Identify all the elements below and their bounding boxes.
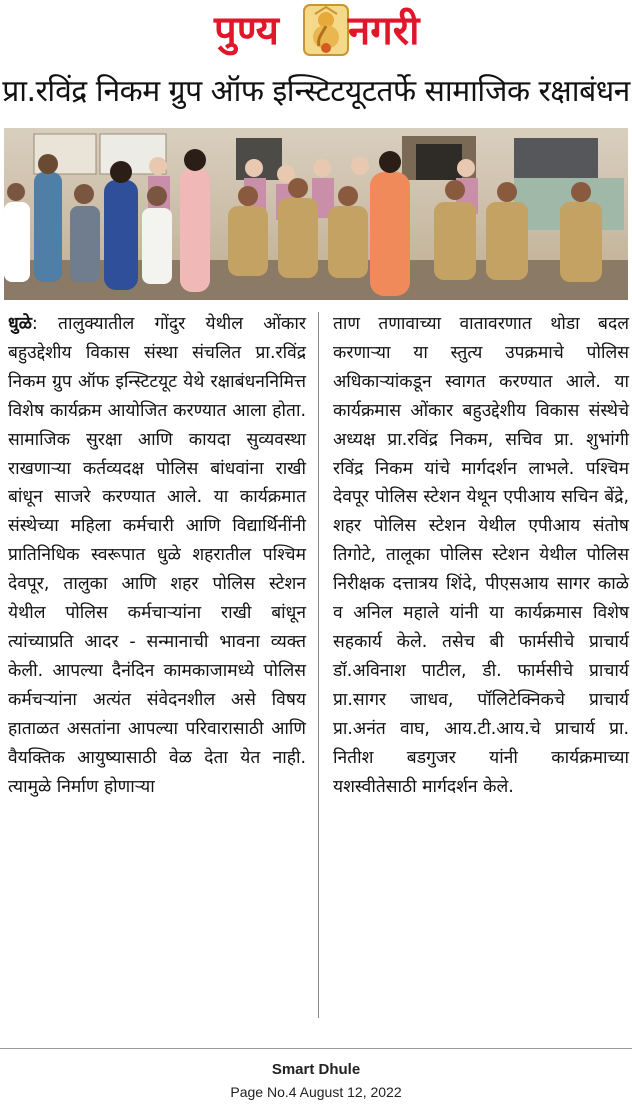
page-date-line: Page No.4 August 12, 2022 [230, 1084, 402, 1100]
article-text-right: ताण तणावाच्या वातावरणात थोडा बदल करणाऱ्या या स्तुत्य उपक्रमाचे पोलिस अधिकाऱ्यांकडून स्वागत करण्यात आले. या कार्यक्रमास ओंकार बहुउद्देशीय विकास संस्थेचे अध्यक्ष प्रा.रविंद्र निकम, सचिव प्रा. शुभांगी रविंद्र निकम यांचे मार्गदर्शन लाभले. पश्चिम देवपूर पोलिस स्टेशन येथून एपीआय सचिन बेंद्रे, शहर पोलिस स्टेशन येथील एपीआय संतोष तिगोटे, तालूका पोलिस स्टेशन येथील पोलिस निरीक्षक दत्तात्रय शिंदे, पीएसआय सागर काळे व अनिल महाले यांनी या कार्यक्रमास विशेष सहकार्य केले. तसेच बी फार्मसीचे प्राचार्य डॉ.अविनाश पाटील, डी. फार्मसीचे प्राचार्य प्रा.सागर जाधव, पॉलिटेक्निकचे प्राचार्य प्रा.अनंत वाघ, आय.टी.आय.चे प्राचार्य प्रा. नितीश बडगुजर यांनी कार्यक्रमाच्या यशस्वीतेसाठी मार्गदर्शन केले. [333, 314, 629, 797]
news-photo [4, 128, 628, 300]
column-divider [318, 312, 319, 1018]
photo-illustration [4, 128, 628, 300]
headline: प्रा.रविंद्र निकम ग्रुप ऑफ इन्स्टिटयूटतर्फे सामाजिक रक्षाबंधन [2, 74, 630, 109]
masthead-word-left: पुण्य [214, 8, 279, 54]
dateline: धुळे [8, 314, 32, 334]
footer-rule [0, 1048, 632, 1049]
article-column-right [333, 310, 629, 801]
article-text-left: : तालुक्यातील गोंदुर येथील ओंकार बहुउद्देशीय विकास संस्था संचलित प्रा.रविंद्र निकम ग्रुप ऑफ इन्स्टिटयूट येथे रक्षाबंधननिमित्त विशेष कार्यक्रम आयोजित करण्यात आला होता. सामाजिक सुरक्षा आणि कायदा सुव्यवस्था राखणाऱ्या कर्तव्यदक्ष पोलिस बांधवांना राखी बांधून साजरे करण्यात आले. या कार्यक्रमात संस्थेच्या महिला कर्मचारी आणि विद्यार्थिनींनी प्रातिनिधिक स्वरूपात धुळे शहरातील पश्चिम देवपूर, तालुका आणि शहर पोलिस स्टेशन येथील पोलिस कर्मचाऱ्यांना राखी बांधून त्यांच्याप्रति आदर - सन्मानाची भावना व्यक्त केली. आपल्या दैनंदिन कामकाजामध्ये पोलिस कर्मचऱ्यांना अत्यंत संवेदनशील असे विषय हाताळत असतांना आपल्या परिवारासाठी आणि वैयक्तिक आयुष्यासाठी वेळ देता येत नाही. त्यामुळे निर्माण होणाऱ्या [8, 314, 306, 797]
article-column-left [8, 310, 306, 801]
edition-name: Smart Dhule [271, 1061, 361, 1078]
ganesha-logo-icon [303, 4, 349, 56]
masthead [0, 0, 632, 62]
masthead-word-right: नगरी [348, 8, 420, 54]
